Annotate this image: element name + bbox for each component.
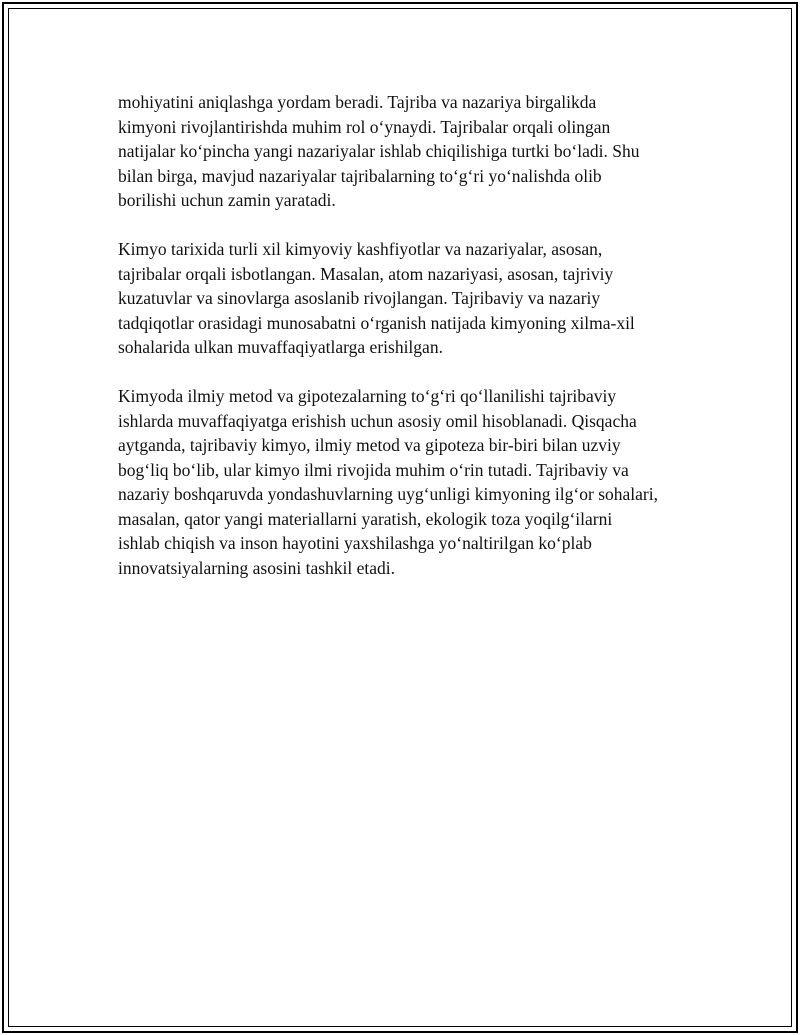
paragraph-2: Kimyo tarixida turli xil kimyoviy kashfiyotlar va nazariyalar, asosan, tajribalar orqali isbotlangan. Masalan, atom nazariyasi, asosan, tajriviy kuzatuvlar va sinovlarga asoslanib rivojlangan. Tajribaviy va nazariy tadqiqotlar orasidagi munosabatni o‘rganish natijada kimyoning xilma-xil sohalarida ulkan muvaffaqiyatlarga erishilgan. [118, 239, 635, 357]
paragraph-3: Kimyoda ilmiy metod va gipotezalarning to‘g‘ri qo‘llanilishi tajribaviy ishlarda muvaffaqiyatga erishish uchun asosiy omil hisoblanadi. Qisqacha aytganda, tajribaviy kimyo, ilmiy metod va gipoteza bir-biri bilan uzviy bog‘liq bo‘lib, ular kimyo ilmi rivojida muhim o‘rin tutadi. Tajribaviy va nazariy boshqaruvda yondashuvlarning uyg‘unligi kimyoning ilg‘or sohalari, masalan, qator yangi materiallarni yaratish, ekologik toza yoqilg‘ilarni ishlab chiqish va inson hayotini yaxshilashga yo‘naltirilgan ko‘plab innovatsiyalarning asosini tashkil etadi. [118, 386, 658, 578]
paragraph-1: mohiyatini aniqlashga yordam beradi. Tajriba va nazariya birgalikda kimyoni rivojlantirishda muhim rol o‘ynaydi. Tajribalar orqali olingan natijalar ko‘pincha yangi nazariyalar ishlab chiqilishiga turtki bo‘ladi. Shu bilan birga, mavjud nazariyalar tajribalarning to‘g‘ri yo‘nalishda olib borilishi uchun zamin yaratadi. [118, 92, 640, 210]
document-body [118, 90, 708, 605]
